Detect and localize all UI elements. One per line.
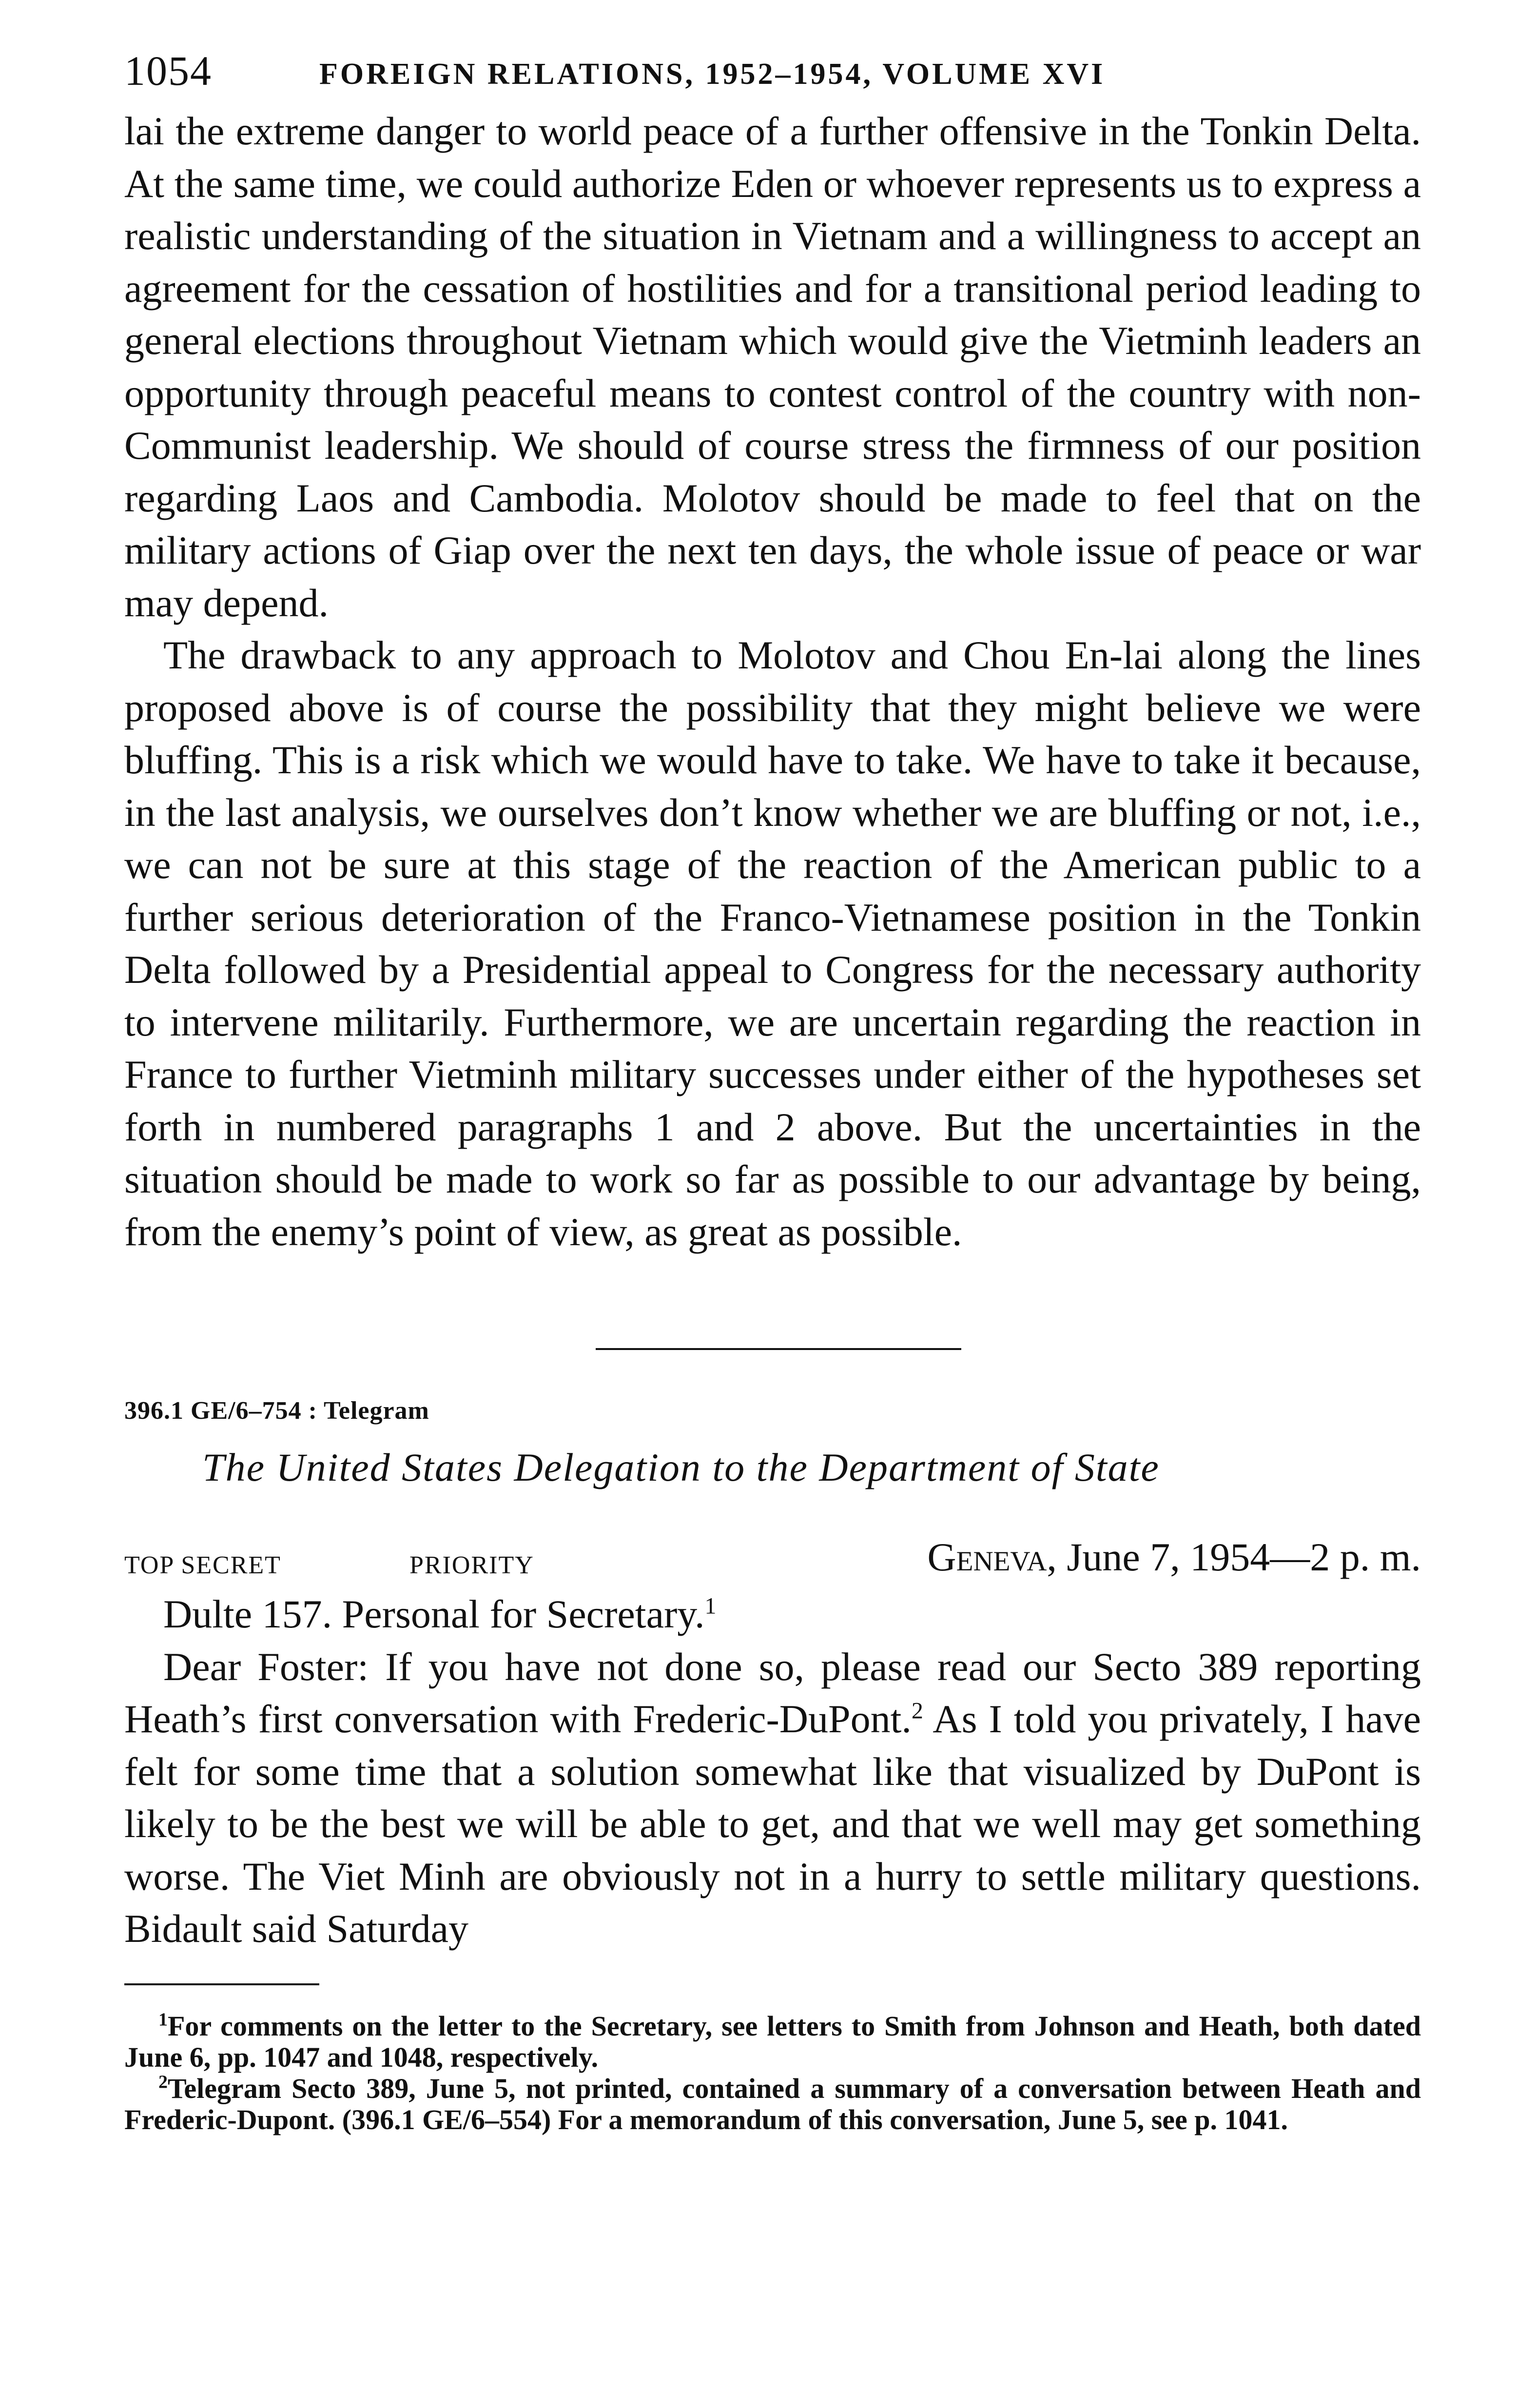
- footnote: [124, 2011, 1421, 2073]
- place: Geneva,: [927, 1535, 1057, 1579]
- classification-label: TOP SECRET: [124, 1551, 281, 1579]
- continued-text: [124, 105, 1421, 1258]
- letter-text-part1: Dear Foster: If you have not done so, please read our Secto 389 reporting Heath’s first conversation with Frederic-DuPont.: [124, 1644, 1421, 1741]
- file-reference: 396.1 GE/6–754 : Telegram: [124, 1397, 429, 1425]
- document-page: [124, 46, 1421, 2135]
- dulte-text: Dulte 157. Personal for Secretary.: [163, 1592, 705, 1636]
- dulte-line: [124, 1588, 1421, 1641]
- footnote-marker: 2: [158, 2072, 168, 2093]
- footnotes: [124, 2011, 1421, 2135]
- footnote-marker: 1: [158, 2009, 168, 2030]
- page-header: [124, 46, 1421, 105]
- classification-line: [124, 1534, 1421, 1588]
- letter-paragraph: [124, 1641, 1421, 1955]
- footnote-rule: [124, 1983, 319, 1985]
- place-date: [927, 1534, 1421, 1580]
- telegram-body: [124, 1588, 1421, 1955]
- document-title: The United States Delegation to the Department of State: [202, 1445, 1160, 1489]
- footnote-text: Telegram Secto 389, June 5, not printed, contained a summary of a conversation between Heath and Frederic-Dupont. (396.1 GE/6–554) For a memorandum of this conversation, June 5, see p. 1041.: [124, 2072, 1421, 2135]
- footnote-ref: 1: [704, 1593, 717, 1619]
- footnote-text: For comments on the letter to the Secretary, see letters to Smith from Johnson and Heath, both dated June 6, pp. 1047 and 1048, respectively.: [124, 2010, 1421, 2073]
- footnote: [124, 2073, 1421, 2135]
- footnote-ref: 2: [911, 1698, 923, 1724]
- section-divider: [596, 1348, 961, 1350]
- priority-label: PRIORITY: [409, 1551, 534, 1579]
- running-head: FOREIGN RELATIONS, 1952–1954, VOLUME XVI: [319, 58, 1106, 91]
- body-paragraph: The drawback to any approach to Molotov and Chou En-lai along the lines proposed above is of course the possibility that they might believe we were bluffing. This is a risk which we would have to take. We have to take it because, in the last analysis, we ourselves don’t know whether we are bluffing or not, i.e., we can not be sure at this stage of the reaction of the American public to a further serious deterioration of the Franco-Vietnamese position in the Tonkin Delta followed by a Presidential appeal to Congress for the necessary authority to intervene militarily. Furthermore, we are uncertain regarding the reaction in France to further Vietminh military successes under either of the hypotheses set forth in numbered paragraphs 1 and 2 above. But the uncertainties in the situation should be made to work so far as possible to our advantage by being, from the enemy’s point of view, as great as possible.: [124, 633, 1421, 1254]
- body-paragraph: lai the extreme danger to world peace of a further offensive in the Tonkin Delta. At the same time, we could authorize Eden or whoever represents us to express a realistic understanding of the situation in Vietnam and a willingness to accept an agreement for the cessation of hostilities and for a transitional period leading to general elections throughout Vietnam which would give the Vietminh leaders an opportunity through peaceful means to contest control of the country with non-Communist leadership. We should of course stress the firmness of our position regarding Laos and Cambodia. Molotov should be made to feel that on the military actions of Giap over the next ten days, the whole issue of peace or war may depend.: [124, 109, 1421, 625]
- page-number: 1054: [124, 47, 212, 94]
- date: June 7, 1954—2 p. m.: [1067, 1535, 1421, 1579]
- letter-text-part2: As I told you privately, I have felt for some time that a solution somewhat like that visualized by DuPont is likely to be the best we will be able to get, and that we well may get something worse. The Viet Minh are obviously not in a hurry to settle military questions. Bidault said Saturday: [124, 1697, 1421, 1951]
